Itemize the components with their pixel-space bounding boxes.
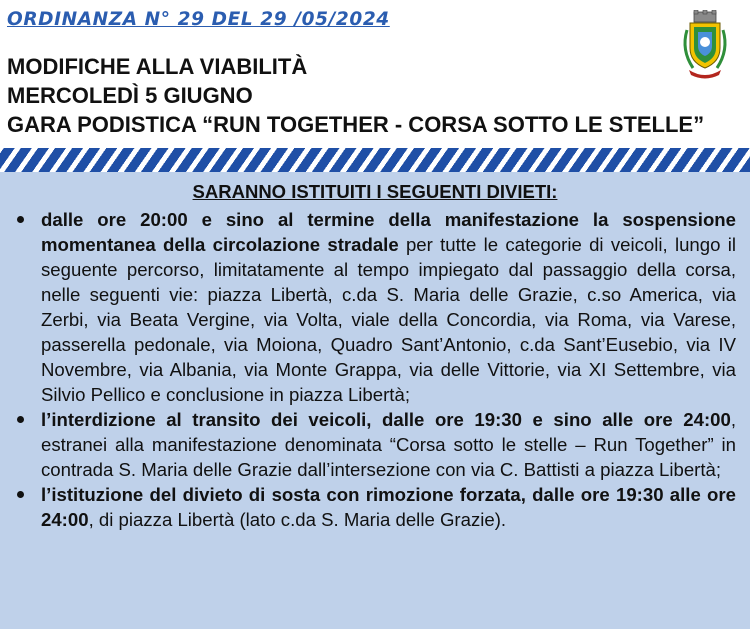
bullet-icon [17,491,24,498]
item-bold: dalle ore 20:00 e sino al termine della manifestazione la sospensione momentanea della circolazione stradale [41,209,736,255]
divider-stripe [0,148,750,172]
municipal-crest-icon [679,10,731,80]
header [0,0,750,148]
prohibitions-panel [0,172,750,629]
item-text: per tutte le categorie di veicoli, lungo il seguente percorso, limitatamente al tempo impiegato dal passaggio della corsa, nelle seguenti vie: piazza Libertà, c.da S. Maria delle Grazie, c.so America, via Zerbi, via Beata Vergine, via Volta, viale della Concordia, via Roma, via Varese, passerella pedonale, via Moiona, Quadro Sant’Antonio, c.da Sant’Eusebio, via IV Novembre, via Albania, via Monte Grappa, via delle Vittorie, via XI Settembre, via Silvio Pellico e conclusione in piazza Libertà; [41,234,736,405]
item-text: , di piazza Libertà (lato c.da S. Maria delle Grazie). [88,509,507,530]
bullet-icon [17,216,24,223]
headline-event: GARA PODISTICA “RUN TOGETHER - CORSA SOTTO LE STELLE” [7,112,705,137]
headline-block [7,52,704,139]
prohibitions-list [41,207,736,532]
ordinance-title: ORDINANZA N° 29 DEL 29 /05/2024 [7,9,390,30]
item-bold: l’istituzione del divieto di sosta con rimozione forzata, dalle ore 19:30 alle ore 24:00 [41,484,736,530]
list-item [41,407,736,482]
bullet-icon [17,416,24,423]
headline-viability: MODIFICHE ALLA VIABILITÀ [7,54,308,79]
list-item [41,482,736,532]
panel-heading: SARANNO ISTITUITI I SEGUENTI DIVIETI: [192,181,558,202]
headline-date: MERCOLEDÌ 5 GIUGNO [7,83,253,108]
item-bold: l’interdizione al transito dei veicoli, dalle ore 19:30 e sino alle ore 24:00 [41,409,731,430]
item-text: , estranei alla manifestazione denominata “Corsa sotto le stelle – Run Together” in contrada S. Maria delle Grazie dall’intersezione con via C. Battisti a piazza Libertà; [41,409,736,480]
list-item [41,207,736,407]
